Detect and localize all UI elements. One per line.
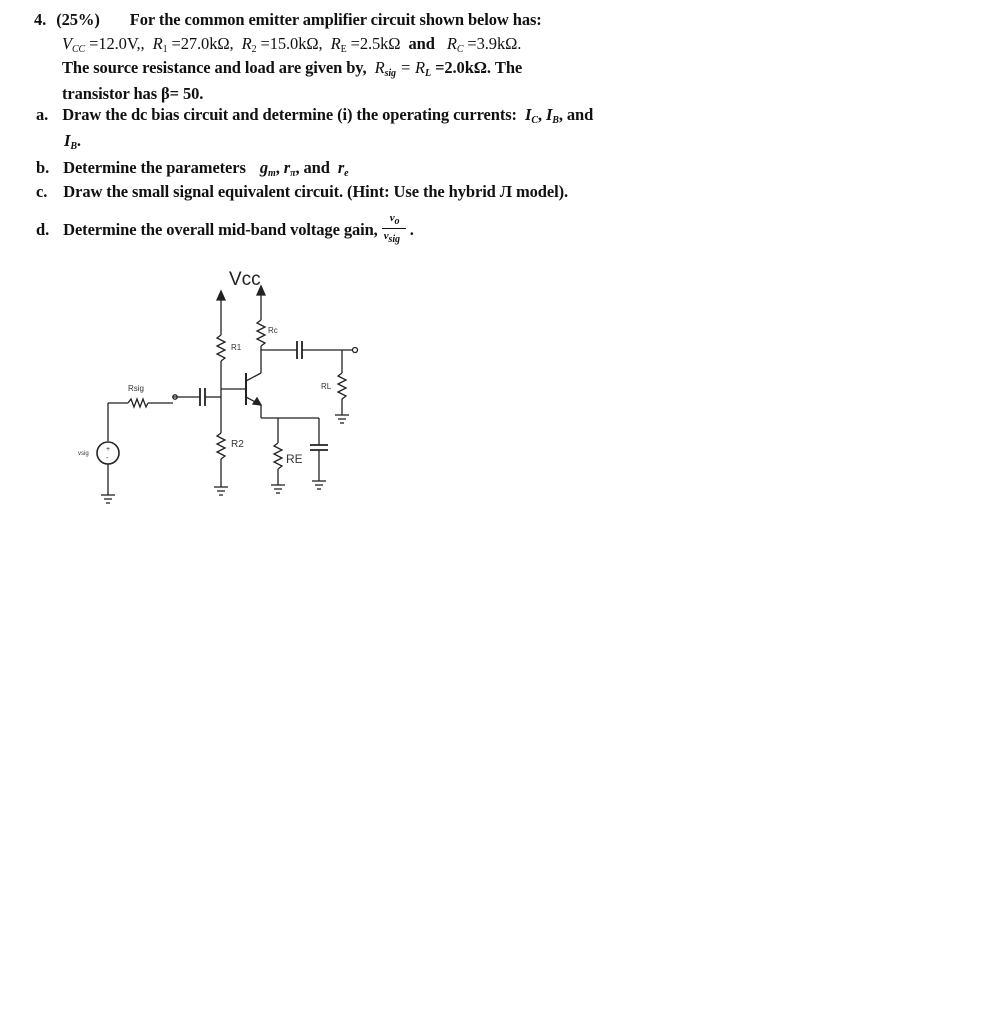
question-weight: (25%) [56,10,100,29]
rpi-subscript: π [290,168,296,179]
source-load-line [62,58,522,79]
circuit-diagram [70,255,390,515]
source-plus-sign: + [106,446,111,453]
ib-subscript: B [552,115,559,126]
r1-label: R1 [231,343,242,352]
and-word: and [408,34,435,53]
rsig-label: Rsig [128,384,145,393]
rl-label: RL [321,382,332,391]
rl-resistor [338,373,346,399]
vcc-value: =12.0V,, [89,34,145,53]
r1-symbol: R [152,34,163,53]
gain-denominator-sub: sig [388,234,400,245]
ic-symbol: I [524,105,532,124]
ib-symbol-2: I [64,131,71,150]
collector-lead [246,373,261,381]
re-symbol: R [330,34,341,53]
part-a-line2 [64,131,81,152]
re-param-symbol: r [337,158,345,177]
re-label: RE [286,452,303,466]
vcc-symbol: V [62,34,72,53]
gm-symbol: g [259,158,269,177]
vcc-label: Vcc [229,269,261,290]
rc-value: =3.9kΩ. [467,34,522,53]
r2-symbol: R [241,34,252,53]
part-a-label: a. [36,105,49,124]
re-value: =2.5kΩ [350,34,401,53]
r2-subscript: 2 [251,44,257,55]
question-intro: For the common emitter amplifier circuit shown below has: [129,10,542,29]
rpi-symbol: r [283,158,291,177]
part-b-label: b. [36,158,50,177]
part-a-and: , and [558,105,594,124]
rc-symbol: R [446,34,457,53]
r1-resistor [217,335,225,361]
question-number: 4. [34,10,47,29]
question-header [34,10,542,30]
part-d [36,212,414,246]
rl-equals: = R [399,58,426,77]
rc-resistor [257,320,265,346]
part-a: a. Draw the dc bias circuit and determine (i) the operating currents: $I_C$, $I_B$, and [36,105,594,126]
vsig-label: vsig [78,451,89,457]
output-terminal [353,348,358,353]
r1-value: =27.0kΩ, [171,34,234,53]
rc-label: Rc [268,326,278,335]
source-load-text: The source resistance and load are given by, [62,58,367,77]
re-subscript: E [340,44,347,55]
part-a-text: Draw the dc bias circuit and determine (i) the operating currents: [62,105,517,124]
gain-denominator: v [383,230,389,242]
vcc-arrow-left [217,291,225,300]
source-minus-sign: - [106,455,109,462]
parameter-list [62,34,521,55]
rl-subscript: L [425,68,432,79]
part-b-and: , and [295,158,330,177]
part-d-label: d. [36,219,50,239]
gain-numerator-sub: o [394,216,400,227]
r2-value: =15.0kΩ, [260,34,323,53]
ib-symbol: I [545,105,553,124]
part-d-text: Determine the overall mid-band voltage gain, [63,219,378,239]
re-param-subscript: e [344,168,349,179]
r1-subscript: 1 [162,44,168,55]
rsig-subscript: sig [384,68,396,79]
re-resistor [274,443,282,469]
rc-subscript: C [456,44,464,55]
part-b-text: Determine the parameters [63,158,246,177]
rl-value: =2.0kΩ. The [435,58,523,77]
r2-label: R2 [231,439,244,450]
part-b: b. Determine the parameters $g_m$, $r_\pi$, and $r_e$ [36,158,349,179]
rsig-symbol: R [374,58,385,77]
rsig-resistor [128,399,148,407]
vcc-subscript: CC [71,44,86,55]
part-c-label: c. [36,182,48,201]
part-a-end: . [76,131,81,150]
gain-fraction [382,212,410,246]
gm-subscript: m [268,168,276,179]
emitter-arrow [253,398,261,405]
part-c [36,182,568,202]
part-d-end: . [409,219,414,239]
gain-numerator: v [389,212,395,224]
ic-subscript: C [531,115,538,126]
r2-resistor [217,433,225,459]
part-c-text: Draw the small signal equivalent circuit. (Hint: Use the hybrid Л model). [63,182,568,201]
beta-line: transistor has β= 50. [62,84,204,103]
ib-subscript-2: B [70,141,77,152]
